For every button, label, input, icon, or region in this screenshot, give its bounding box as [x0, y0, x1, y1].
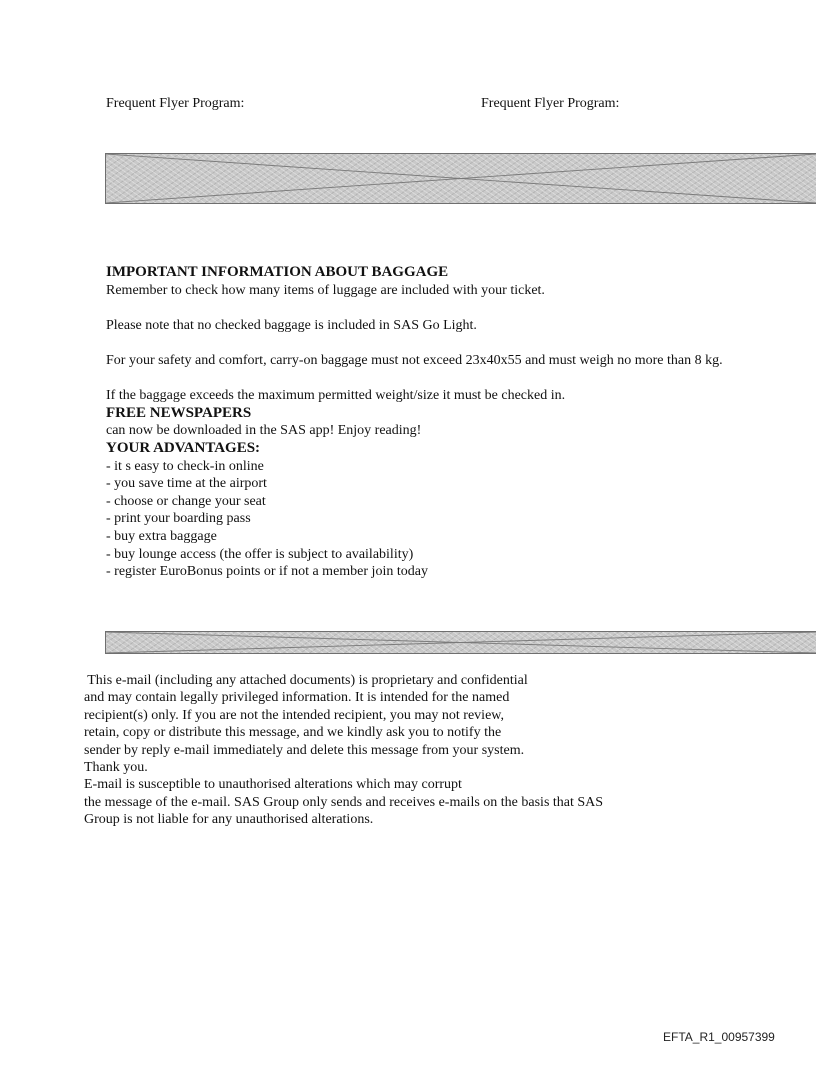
advantage-item: - you save time at the airport	[106, 476, 267, 492]
disclaimer-line: This e-mail (including any attached documents) is proprietary and confidential	[84, 673, 528, 688]
newspapers-heading: FREE NEWSPAPERS	[106, 404, 252, 421]
missing-image-banner-bottom	[105, 631, 816, 654]
email-disclaimer	[84, 672, 603, 829]
advantage-item: - register EuroBonus points or if not a member join today	[106, 564, 428, 580]
frequent-flyer-label-left: Frequent Flyer Program:	[106, 96, 245, 111]
advantage-item: - buy extra baggage	[106, 528, 217, 544]
disclaimer-line: the message of the e-mail. SAS Group only sends and receives e-mails on the basis that SAS	[84, 794, 604, 810]
baggage-info-section	[106, 264, 723, 581]
disclaimer-line: and may contain legally privileged information. It is intended for the named	[84, 690, 510, 706]
disclaimer-line: Thank you.	[84, 760, 148, 776]
baggage-line-3: For your safety and comfort, carry-on baggage must not exceed 23x40x55 and must weigh no more than 8 kg.	[106, 352, 723, 368]
advantages-heading: YOUR ADVANTAGES:	[106, 439, 261, 456]
advantage-item: - choose or change your seat	[106, 493, 266, 509]
newspapers-text: can now be downloaded in the SAS app! Enjoy reading!	[106, 423, 422, 439]
baggage-line-4: If the baggage exceeds the maximum permitted weight/size it must be checked in.	[106, 388, 566, 404]
disclaimer-line: retain, copy or distribute this message, and we kindly ask you to notify the	[84, 725, 502, 741]
advantage-item: - print your boarding pass	[106, 511, 251, 527]
advantage-item: - buy lounge access (the offer is subject to availability)	[106, 546, 414, 562]
baggage-line-1: Remember to check how many items of luggage are included with your ticket.	[106, 282, 545, 298]
frequent-flyer-label-right: Frequent Flyer Program:	[481, 96, 620, 111]
disclaimer-line: E-mail is susceptible to unauthorised alterations which may corrupt	[84, 777, 462, 793]
missing-image-banner-top	[105, 153, 816, 204]
disclaimer-line: recipient(s) only. If you are not the intended recipient, you may not review,	[84, 707, 504, 723]
broken-image-icon	[106, 632, 816, 653]
disclaimer-line: sender by reply e-mail immediately and delete this message from your system.	[84, 742, 525, 758]
disclaimer-line: Group is not liable for any unauthorised alterations.	[84, 812, 374, 828]
document-id: EFTA_R1_00957399	[663, 1030, 775, 1044]
baggage-heading: IMPORTANT INFORMATION ABOUT BAGGAGE	[106, 264, 449, 280]
advantage-item: - it s easy to check-in online	[106, 458, 264, 474]
baggage-line-2: Please note that no checked baggage is included in SAS Go Light.	[106, 317, 477, 333]
broken-image-icon	[106, 154, 816, 203]
